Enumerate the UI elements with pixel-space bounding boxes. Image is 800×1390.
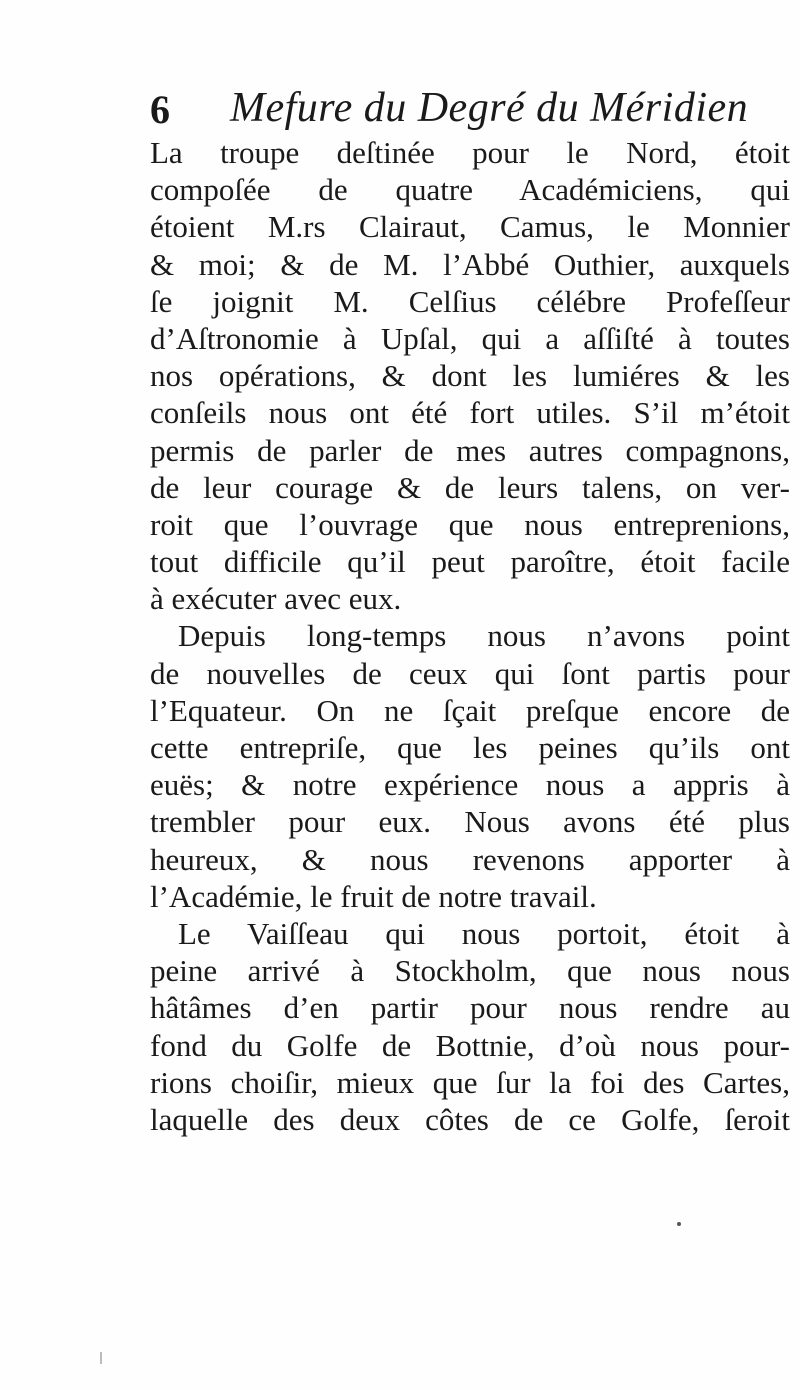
text-line: La troupe deſtinée pour le Nord, étoit xyxy=(150,135,790,170)
body-text xyxy=(150,134,790,1138)
margin-mark xyxy=(100,1352,102,1364)
text-line: de leur courage & de leurs talens, on ver- xyxy=(150,469,790,505)
text-line: compoſée de quatre Académiciens, qui xyxy=(150,172,790,208)
page-header xyxy=(150,86,790,136)
text-line: hâtâmes d’en partir pour nous rendre au xyxy=(150,990,790,1026)
text-line: Depuis long-temps nous n’avons point xyxy=(178,618,790,654)
text-line: de nouvelles de ceux qui ſont partis pour xyxy=(150,655,790,691)
text-line: l’Equateur. On ne ſçait preſque encore de xyxy=(150,692,790,728)
text-line: permis de parler de mes autres compagnons, xyxy=(150,432,790,468)
text-line: tout difficile qu’il peut paroître, étoit facile xyxy=(150,544,790,580)
text-line: laquelle des deux côtes de ce Golfe, ſeroit xyxy=(150,1101,790,1137)
text-line: nos opérations, & dont les lumiéres & les xyxy=(150,358,790,394)
text-line: trembler pour eux. Nous avons été plus xyxy=(150,804,790,840)
running-title: Mefure du Degré du Méridien xyxy=(230,85,749,131)
text-line: l’Académie, le fruit de notre travail. xyxy=(150,878,597,914)
text-line: Le Vaiſſeau qui nous portoit, étoit à xyxy=(178,915,790,951)
text-line: conſeils nous ont été fort utiles. S’il m’étoit xyxy=(150,395,790,431)
text-line: heureux, & nous revenons apporter à xyxy=(150,841,790,877)
page-number: 6 xyxy=(150,87,170,132)
text-line: & moi; & de M. l’Abbé Outhier, auxquels xyxy=(150,246,790,282)
ink-speck xyxy=(677,1222,681,1226)
text-line: cette entrepriſe, que les peines qu’ils ont xyxy=(150,730,790,765)
text-line: peine arrivé à Stockholm, que nous nous xyxy=(150,953,790,989)
text-line: d’Aſtronomie à Upſal, qui a aſſiſté à toutes xyxy=(150,320,790,356)
text-line: roit que l’ouvrage que nous entreprenions, xyxy=(150,506,790,542)
text-line: fond du Golfe de Bottnie, d’où nous pour- xyxy=(150,1027,790,1063)
text-line: ſe joignit M. Celſius célébre Profeſſeur xyxy=(150,283,790,319)
text-line: euës; & notre expérience nous a appris à xyxy=(150,767,790,803)
text-line: à exécuter avec eux. xyxy=(150,581,402,617)
text-line: rions choiſir, mieux que ſur la foi des Cartes, xyxy=(150,1064,790,1100)
text-line: étoient M.rs Clairaut, Camus, le Monnier xyxy=(150,209,790,245)
